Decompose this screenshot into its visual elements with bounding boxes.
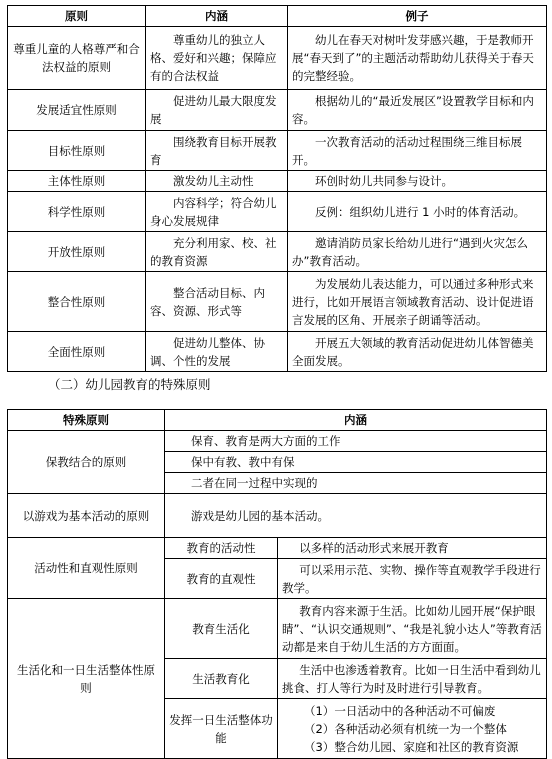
table-header-row	[8, 410, 547, 431]
table-row	[8, 332, 547, 372]
meaning-cell: 以多样的活动形式来展开教育	[278, 538, 547, 559]
principle-cell: 目标性原则	[8, 131, 146, 171]
principles-table	[7, 5, 547, 372]
meaning-cell: 充分利用家、校、社的教育资源	[146, 232, 288, 272]
principle-cell: 发展适宜性原则	[8, 90, 146, 131]
meaning-cell: 尊重幼儿的独立人格、爱好和兴趣；保障应有的合法权益	[146, 27, 288, 90]
principle-cell: 整合性原则	[8, 272, 146, 332]
sub-principle-cell: 教育的直观性	[165, 559, 278, 599]
example-cell: 一次教育活动的活动过程围绕三维目标展开。	[288, 131, 547, 171]
principle-cell: 保教结合的原则	[8, 431, 165, 494]
sub-principle-cell: 发挥一日生活整体功能	[165, 699, 278, 759]
table-row	[8, 599, 547, 659]
example-cell: 反例：组织幼儿进行 1 小时的体育活动。	[288, 192, 547, 232]
meaning-cell: 游戏是幼儿园的基本活动。	[165, 494, 547, 538]
principle-cell: 活动性和直观性原则	[8, 538, 165, 599]
list-item: （3）整合幼儿园、家庭和社区的教育资源	[304, 739, 519, 754]
example-cell: 为发展幼儿表达能力，可以通过多种形式来进行，比如开展语言领域教育活动、设计促进语言发展的区角、开展亲子朗诵等活动。	[288, 272, 547, 332]
meaning-cell: 生活中也渗透着教育。比如一日生活中看到幼儿挑食、打人等行为时及时进行引导教育。	[278, 659, 547, 699]
meaning-cell: 围绕教育目标开展教育	[146, 131, 288, 171]
table-row	[8, 90, 547, 131]
list-item: （2）各种活动必须有机统一为一个整体	[304, 721, 507, 736]
principle-cell: 尊重儿童的人格尊严和合法权益的原则	[8, 27, 146, 90]
table-row	[8, 192, 547, 232]
meaning-cell: 保育、教育是两大方面的工作	[165, 431, 547, 452]
sub-principle-cell: 教育生活化	[165, 599, 278, 659]
header-meaning: 内涵	[165, 410, 547, 431]
principle-cell: 主体性原则	[8, 171, 146, 192]
table-row	[8, 131, 547, 171]
table-row	[8, 232, 547, 272]
example-cell: 邀请消防员家长给幼儿进行“遇到火灾怎么办”教育活动。	[288, 232, 547, 272]
meaning-cell: 激发幼儿主动性	[146, 171, 288, 192]
meaning-cell: 促进幼儿最大限度发展	[146, 90, 288, 131]
table-row	[8, 431, 547, 452]
table-row	[8, 27, 547, 90]
principle-cell: 以游戏为基本活动的原则	[8, 494, 165, 538]
meaning-cell: 保中有教、教中有保	[165, 452, 547, 473]
sub-principle-cell: 教育的活动性	[165, 538, 278, 559]
meaning-cell: 促进幼儿整体、协调、个性的发展	[146, 332, 288, 372]
table-row	[8, 538, 547, 559]
meaning-cell: 整合活动目标、内容、资源、形式等	[146, 272, 288, 332]
header-meaning: 内涵	[146, 6, 288, 27]
table-row	[8, 272, 547, 332]
meaning-cell: 可以采用示范、实物、操作等直观教学手段进行教学。	[278, 559, 547, 599]
header-example: 例子	[288, 6, 547, 27]
table-header-row	[8, 6, 547, 27]
meaning-cell	[278, 699, 547, 759]
special-principles-table	[7, 409, 547, 759]
header-special-principle: 特殊原则	[8, 410, 165, 431]
list-item: （1）一日活动中的各种活动不可偏废	[304, 703, 496, 718]
table-row	[8, 494, 547, 538]
principle-cell: 科学性原则	[8, 192, 146, 232]
example-cell: 开展五大领域的教育活动促进幼儿体智德美全面发展。	[288, 332, 547, 372]
meaning-cell: 教育内容来源于生活。比如幼儿园开展“保护眼睛”、“认识交通规则”、“我是礼貌小达人”等教育活动都是来自于幼儿生活的方方面面。	[278, 599, 547, 659]
principle-cell: 全面性原则	[8, 332, 146, 372]
meaning-cell: 二者在同一过程中实现的	[165, 473, 547, 494]
principle-cell: 开放性原则	[8, 232, 146, 272]
sub-principle-cell: 生活教育化	[165, 659, 278, 699]
principle-cell: 生活化和一日生活整体性原则	[8, 599, 165, 759]
table-row	[8, 171, 547, 192]
example-cell: 根据幼儿的“最近发展区”设置教学目标和内容。	[288, 90, 547, 131]
header-principle: 原则	[8, 6, 146, 27]
example-cell: 幼儿在春天对树叶发芽感兴趣，于是教师开展“春天到了”的主题活动帮助幼儿获得关于春天的完整经验。	[288, 27, 547, 90]
example-cell: 环创时幼儿共同参与设计。	[288, 171, 547, 192]
section-title: （二）幼儿园教育的特殊原则	[48, 377, 211, 392]
meaning-cell: 内容科学；符合幼儿身心发展规律	[146, 192, 288, 232]
